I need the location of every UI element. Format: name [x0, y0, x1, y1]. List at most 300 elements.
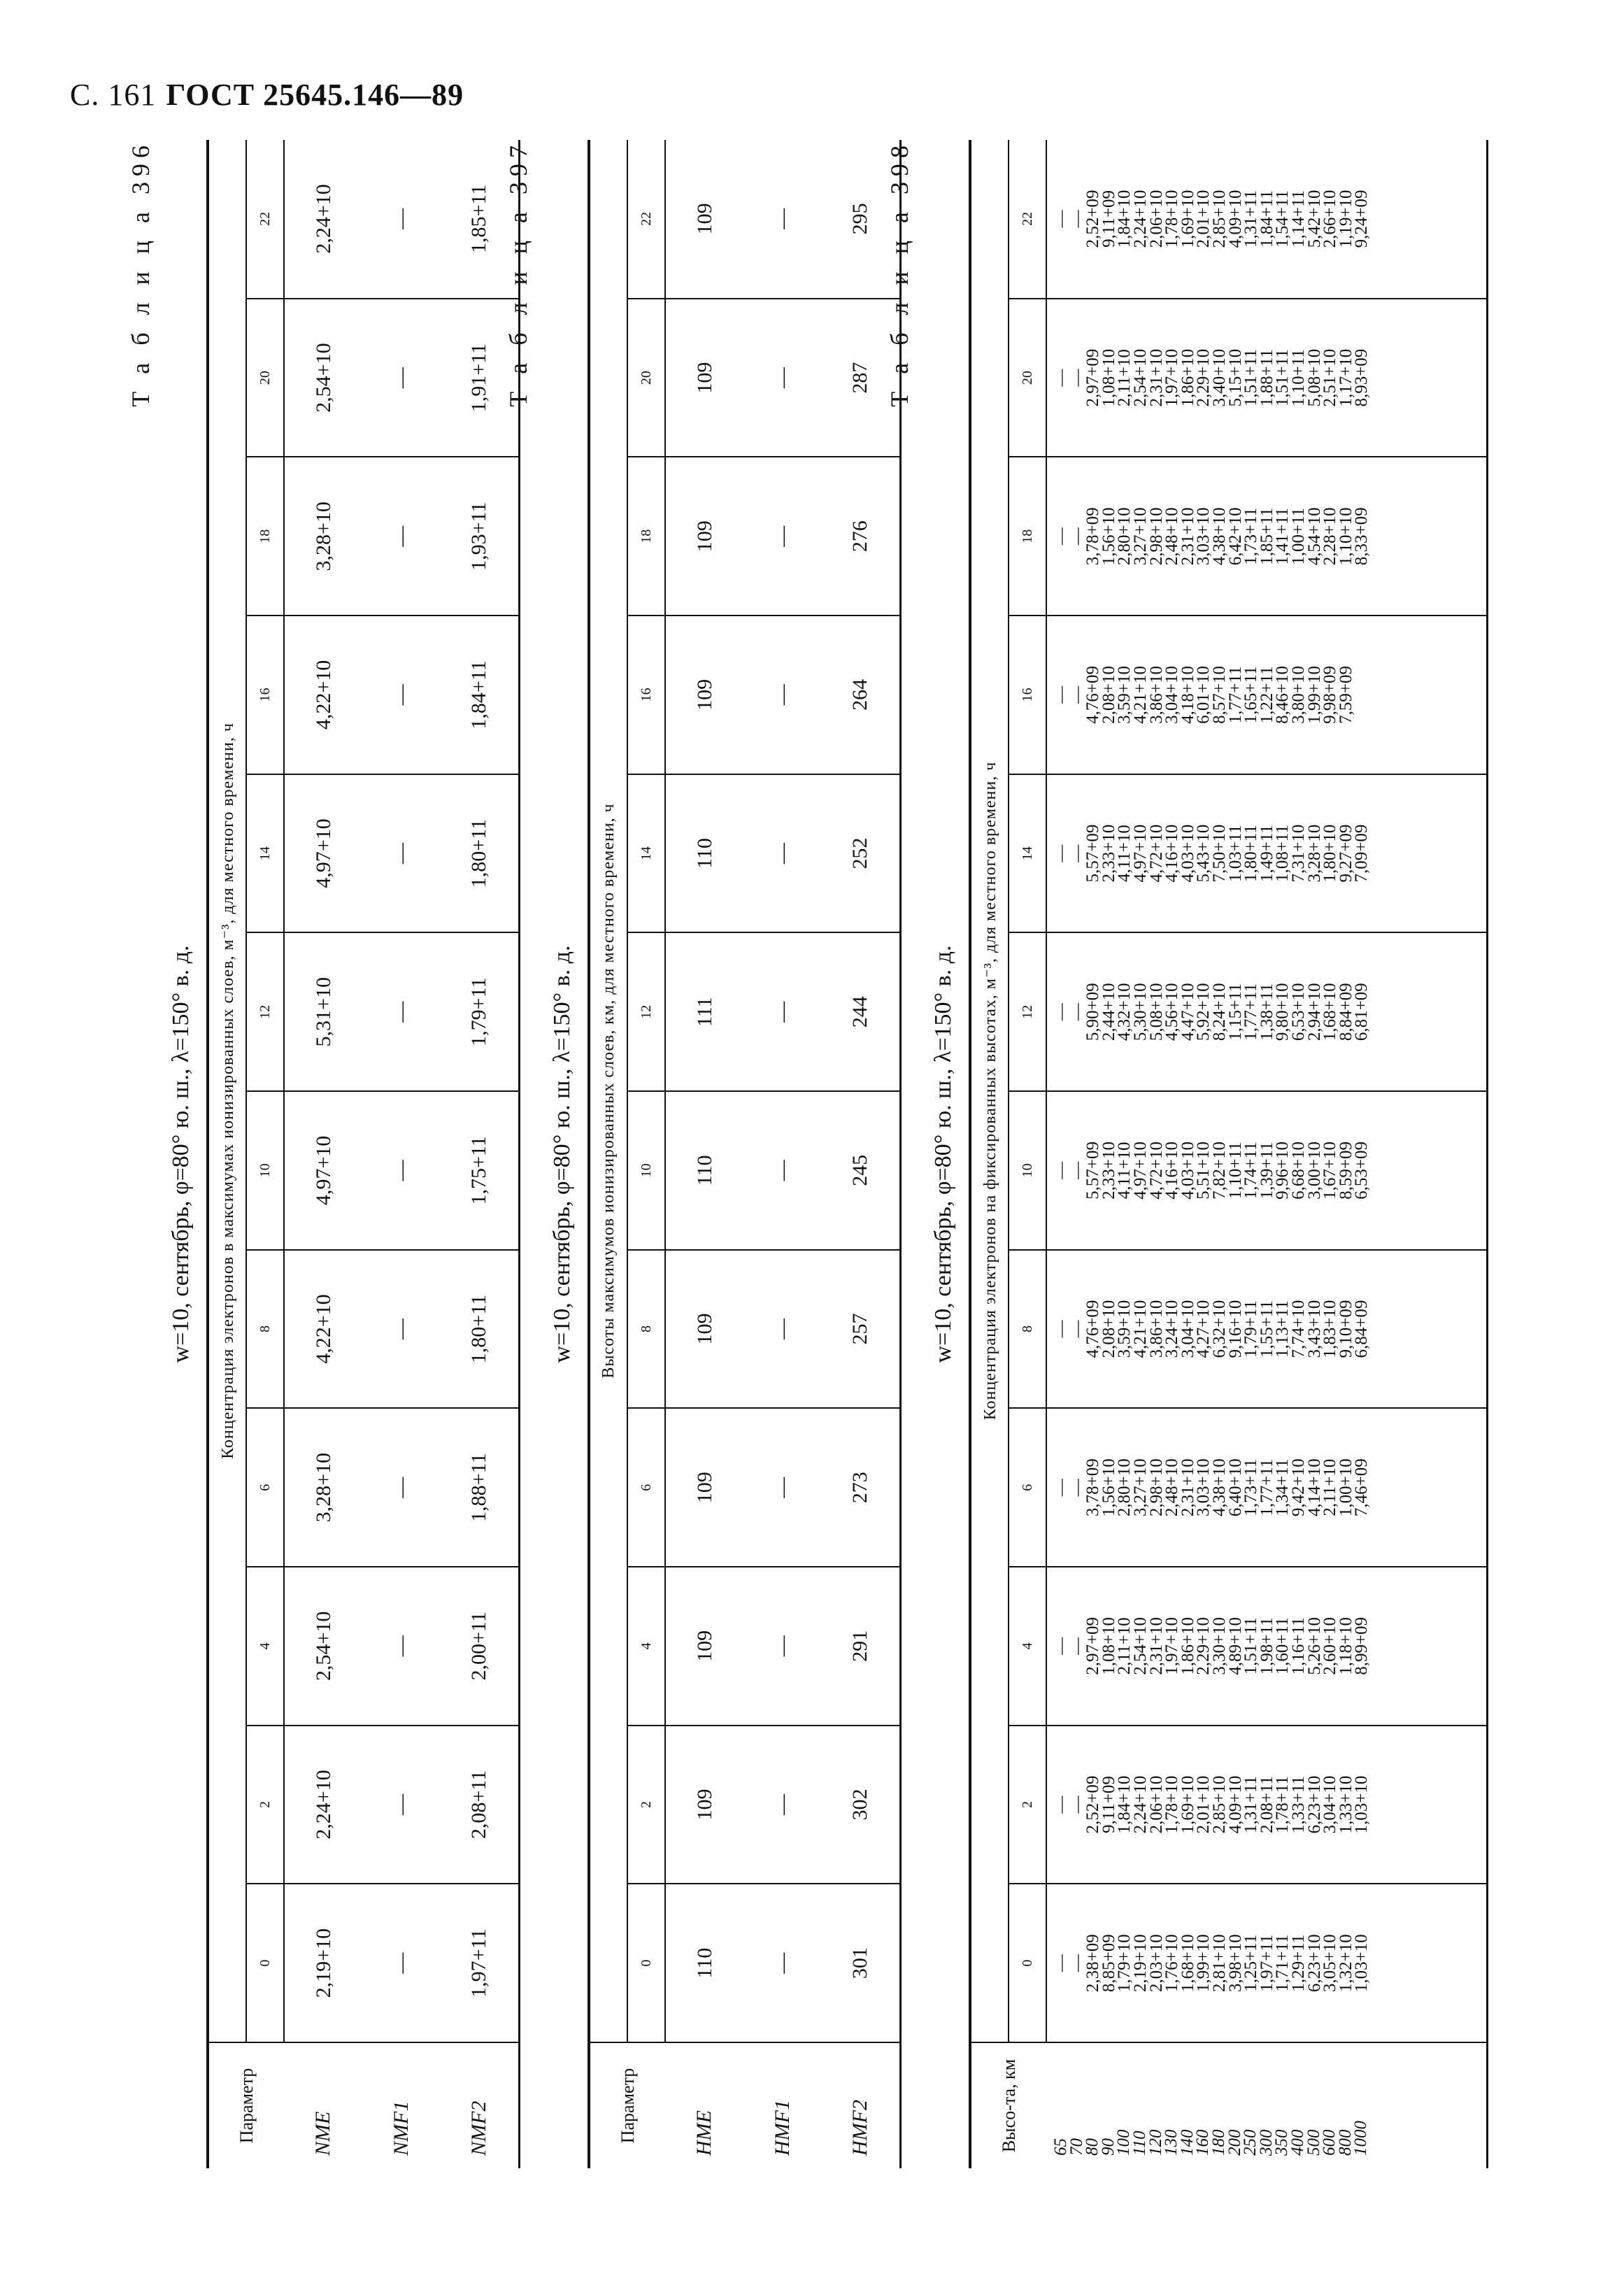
- param-value: 291: [822, 1567, 900, 1726]
- hour-header: 14: [627, 774, 665, 933]
- table-396-number: Т а б л и ц а 396: [127, 140, 155, 407]
- value-line: 7,31+10: [1288, 824, 1308, 883]
- value-line: 1,13+11: [1273, 1300, 1292, 1358]
- param-value: —: [743, 1726, 822, 1884]
- document-code: ГОСТ 25645.146—89: [166, 78, 464, 112]
- value-line: 9,80+10: [1273, 983, 1292, 1041]
- value-line: 1,03+10: [1352, 1934, 1372, 1993]
- value-line: 4,32+10: [1115, 983, 1134, 1041]
- value-line: 1,77+11: [1257, 1458, 1276, 1516]
- value-line: 3,24+10: [1162, 1300, 1182, 1358]
- value-line: 1,97+11: [1257, 1934, 1276, 1992]
- value-line: 2,38+09: [1083, 1934, 1103, 1993]
- param-value: —: [362, 1567, 441, 1726]
- value-line: 1,77+11: [1241, 983, 1261, 1041]
- value-line: 6,81+09: [1352, 983, 1372, 1041]
- value-line: 4,89+10: [1225, 1616, 1245, 1675]
- value-line: 1,00+10: [1336, 1458, 1355, 1517]
- value-line: 2,08+10: [1099, 666, 1118, 724]
- value-line: 1,33+11: [1288, 1776, 1308, 1833]
- value-line: 2,48+10: [1162, 507, 1182, 566]
- value-line: 9,24+09: [1352, 190, 1372, 248]
- hour-header: 12: [246, 932, 284, 1091]
- hour-header: 10: [246, 1091, 284, 1250]
- param-row: [665, 140, 743, 2168]
- page-header: [70, 77, 464, 113]
- value-line: 800: [1335, 2129, 1355, 2156]
- param-value: 252: [822, 774, 900, 933]
- value-line: 1,85+11: [1257, 507, 1276, 565]
- concentration-column: [1046, 1091, 1487, 1250]
- value-line: 5,08+10: [1304, 348, 1324, 407]
- value-line: 4,72+10: [1146, 1141, 1166, 1200]
- value-line: 1,68+10: [1320, 983, 1340, 1041]
- value-line: —: [1067, 527, 1087, 546]
- param-value: 264: [822, 616, 900, 774]
- value-line: 4,97+10: [1130, 1141, 1150, 1200]
- hour-header: 4: [1009, 1567, 1046, 1726]
- value-line: 1,60+11: [1273, 1617, 1292, 1675]
- value-line: 5,15+10: [1225, 348, 1245, 407]
- table-398: [969, 140, 1488, 2168]
- value-line: 3,04+10: [1320, 1775, 1340, 1834]
- param-value: —: [743, 299, 822, 457]
- param-value: 2,08+11: [441, 1726, 519, 1884]
- value-line: 1,16+11: [1288, 1617, 1308, 1675]
- value-line: 1,17+10: [1336, 348, 1355, 407]
- value-line: 9,27+09: [1336, 824, 1355, 883]
- table-398-number: Т а б л и ц а 398: [885, 140, 913, 407]
- value-line: 1,73+11: [1241, 1458, 1261, 1516]
- hours-row: [1009, 140, 1046, 2168]
- value-line: 7,50+10: [1209, 824, 1229, 883]
- value-line: —: [1067, 1003, 1087, 1021]
- value-line: 1,19+10: [1336, 190, 1355, 248]
- value-line: 1,15+11: [1225, 983, 1245, 1041]
- param-value: 2,00+11: [441, 1567, 519, 1726]
- param-value: —: [362, 1726, 441, 1884]
- param-value: —: [743, 774, 822, 933]
- value-line: 70: [1067, 2138, 1086, 2156]
- value-line: 3,27+10: [1130, 507, 1150, 566]
- value-line: 9,42+10: [1288, 1458, 1308, 1517]
- param-value: 109: [665, 1726, 743, 1884]
- value-line: 1,10+11: [1225, 1141, 1245, 1200]
- param-label: HMF2: [822, 2042, 900, 2168]
- hour-header: 14: [246, 774, 284, 933]
- value-line: 1,73+11: [1241, 507, 1261, 565]
- value-line: 2,03+10: [1146, 1934, 1166, 1993]
- value-line: 3,28+10: [1304, 824, 1324, 883]
- value-line: 1,33+10: [1336, 1775, 1355, 1834]
- value-line: 3,40+10: [1209, 348, 1229, 407]
- param-value: 244: [822, 932, 900, 1091]
- hour-header: 22: [1009, 140, 1046, 299]
- concentration-column: [1046, 1567, 1487, 1726]
- hour-header: 10: [1009, 1091, 1046, 1250]
- table-397-number: Т а б л и ц а 397: [504, 140, 532, 407]
- param-label: HME: [665, 2042, 743, 2168]
- hour-header: 8: [246, 1250, 284, 1409]
- param-value: —: [743, 1884, 822, 2042]
- value-line: 1,34+11: [1273, 1458, 1292, 1516]
- hour-header: 0: [246, 1884, 284, 2042]
- param-value: 2,54+10: [284, 299, 362, 457]
- param-value: —: [362, 774, 441, 933]
- param-value: —: [362, 1408, 441, 1567]
- param-value: 109: [665, 616, 743, 774]
- table-398-title: w=10, сентябрь, φ=80° ю. ш., λ=150° в. д.: [930, 945, 956, 1363]
- param-value: —: [362, 616, 441, 774]
- hour-header: 8: [1009, 1250, 1046, 1409]
- param-value: —: [743, 1567, 822, 1726]
- value-line: 3,04+10: [1178, 1300, 1197, 1358]
- param-value: —: [362, 457, 441, 616]
- value-line: 1,74+11: [1241, 1141, 1261, 1200]
- hour-header: 2: [246, 1726, 284, 1884]
- value-line: 2,19+10: [1130, 1934, 1150, 1993]
- altitude-list: [1046, 2042, 1487, 2168]
- value-line: 2,54+10: [1130, 1616, 1150, 1675]
- param-label: NMF1: [362, 2042, 441, 2168]
- value-line: 3,86+10: [1146, 1300, 1166, 1358]
- value-line: 1,51+11: [1273, 349, 1292, 407]
- value-line: 8,99+09: [1352, 1616, 1372, 1675]
- value-line: 1,80+10: [1320, 824, 1340, 883]
- value-line: 2,06+10: [1146, 1775, 1166, 1834]
- param-value: 1,88+11: [441, 1408, 519, 1567]
- value-line: 6,32+10: [1209, 1300, 1229, 1358]
- value-line: 6,42+10: [1225, 507, 1245, 566]
- value-line: 6,53+09: [1352, 1141, 1372, 1200]
- param-value: 3,28+10: [284, 1408, 362, 1567]
- value-line: 2,51+10: [1320, 348, 1340, 407]
- value-line: 1,38+11: [1257, 983, 1276, 1041]
- value-line: 8,24+10: [1209, 983, 1229, 1041]
- value-line: 2,11+10: [1115, 1617, 1134, 1675]
- param-value: 110: [665, 1091, 743, 1250]
- param-row: [362, 140, 441, 2168]
- value-line: 3,80+10: [1288, 666, 1308, 724]
- value-line: 1,14+11: [1288, 190, 1308, 248]
- value-line: —: [1067, 1637, 1087, 1655]
- value-line: 1,31+11: [1241, 190, 1261, 248]
- param-label: NME: [284, 2042, 362, 2168]
- value-line: —: [1067, 1954, 1087, 1972]
- value-line: 3,78+09: [1083, 507, 1103, 566]
- value-line: 120: [1146, 2129, 1165, 2156]
- param-value: 1,80+11: [441, 1250, 519, 1409]
- value-line: 1,80+11: [1241, 825, 1261, 883]
- hour-header: 0: [1009, 1884, 1046, 2042]
- param-value: 276: [822, 457, 900, 616]
- param-value: 4,22+10: [284, 616, 362, 774]
- value-line: 4,09+10: [1225, 1775, 1245, 1834]
- param-value: 1,93+11: [441, 457, 519, 616]
- value-line: 2,24+10: [1130, 190, 1150, 248]
- param-value: 257: [822, 1250, 900, 1409]
- value-line: 1000: [1351, 2121, 1371, 2156]
- table-397: [587, 140, 902, 2168]
- value-line: 3,59+10: [1115, 666, 1134, 724]
- value-line: 1,29+11: [1288, 1934, 1308, 1992]
- hour-header: 0: [627, 1884, 665, 2042]
- value-line: 2,44+10: [1099, 983, 1118, 1041]
- value-line: 6,68+10: [1288, 1141, 1308, 1200]
- hour-header: 10: [627, 1091, 665, 1250]
- value-line: 2,81+10: [1209, 1934, 1229, 1993]
- concentration-column: [1046, 1884, 1487, 2042]
- table-caption: Высоты максимумов ионизированных слоев, км, для местного времени, ч: [589, 140, 627, 2042]
- value-line: 4,03+10: [1178, 1141, 1197, 1200]
- value-line: 1,41+11: [1273, 507, 1292, 565]
- param-value: —: [743, 1408, 822, 1567]
- param-value: 2,54+10: [284, 1567, 362, 1726]
- param-row: [284, 140, 362, 2168]
- value-line: 1,49+11: [1257, 825, 1276, 883]
- value-line: 6,84+09: [1352, 1300, 1372, 1358]
- value-line: 7,74+10: [1288, 1300, 1308, 1358]
- value-line: 1,54+11: [1273, 190, 1292, 248]
- value-line: 5,90+09: [1083, 983, 1103, 1041]
- table-396-body: [284, 140, 519, 2168]
- param-value: —: [362, 1250, 441, 1409]
- hour-header: 20: [246, 299, 284, 457]
- hour-header: 8: [627, 1250, 665, 1409]
- value-line: 2,80+10: [1115, 507, 1134, 566]
- value-line: 1,03+10: [1352, 1775, 1372, 1834]
- value-line: 2,54+10: [1130, 348, 1150, 407]
- param-value: 287: [822, 299, 900, 457]
- value-line: 2,52+09: [1083, 190, 1103, 248]
- value-line: 160: [1193, 2129, 1213, 2156]
- value-line: 250: [1241, 2129, 1260, 2156]
- value-line: 4,16+10: [1162, 1141, 1182, 1200]
- value-line: —: [1067, 685, 1087, 704]
- value-line: —: [1052, 1003, 1071, 1021]
- value-line: 2,33+10: [1099, 824, 1118, 883]
- param-value: 295: [848, 203, 872, 235]
- param-value: 1,84+11: [441, 616, 519, 774]
- value-line: 1,08+10: [1099, 1616, 1118, 1675]
- value-line: 1,86+10: [1178, 1616, 1197, 1675]
- value-line: 5,57+09: [1083, 1141, 1103, 1200]
- value-line: 9,11+09: [1099, 1776, 1118, 1833]
- value-line: 1,99+10: [1304, 666, 1324, 724]
- value-line: 4,27+10: [1194, 1300, 1213, 1358]
- table-396-block: [126, 140, 518, 2168]
- value-line: 1,84+10: [1115, 1775, 1134, 1834]
- hour-header: 16: [246, 616, 284, 774]
- value-line: 5,43+10: [1194, 824, 1213, 883]
- value-line: 4,16+10: [1162, 824, 1182, 883]
- param-label: HMF1: [743, 2042, 822, 2168]
- value-line: 2,06+10: [1146, 190, 1166, 248]
- param-value: 109: [665, 299, 743, 457]
- value-line: 5,42+10: [1304, 190, 1324, 248]
- value-line: 2,08+10: [1099, 1300, 1118, 1358]
- value-line: 1,78+10: [1162, 1775, 1182, 1834]
- concentration-column: [1046, 1408, 1487, 1567]
- param-value: —: [362, 932, 441, 1091]
- value-line: —: [1067, 1479, 1087, 1497]
- value-line: 5,92+10: [1194, 983, 1213, 1041]
- concentration-column: [1046, 140, 1487, 299]
- param-value: 2,24+10: [311, 184, 335, 254]
- value-line: 8,33+09: [1352, 507, 1372, 566]
- hour-header: 6: [627, 1408, 665, 1567]
- hour-header: 20: [1009, 299, 1046, 457]
- value-line: 2,85+10: [1209, 1775, 1229, 1834]
- value-line: 2,98+10: [1146, 1458, 1166, 1517]
- value-line: 180: [1209, 2129, 1228, 2156]
- value-line: 1,51+11: [1241, 1617, 1261, 1675]
- value-line: 1,84+11: [1257, 190, 1276, 248]
- value-line: 2,24+10: [1130, 1775, 1150, 1834]
- value-line: —: [1052, 369, 1071, 387]
- hour-header: 6: [246, 1408, 284, 1567]
- altitude-header: Высо-та, км: [970, 2042, 1046, 2168]
- value-line: 4,38+10: [1209, 1458, 1229, 1517]
- hour-header: 12: [627, 932, 665, 1091]
- value-line: 2,29+10: [1194, 348, 1213, 407]
- value-line: 2,29+10: [1194, 1616, 1213, 1675]
- param-header: Параметр: [589, 2042, 665, 2168]
- value-line: 1,10+11: [1288, 349, 1308, 407]
- hour-header: 16: [627, 616, 665, 774]
- value-line: 1,03+11: [1225, 825, 1245, 883]
- value-line: 5,26+10: [1304, 1616, 1324, 1675]
- param-value: 109: [665, 1250, 743, 1409]
- value-line: 8,84+09: [1336, 983, 1355, 1041]
- value-line: 7,09+09: [1352, 824, 1372, 883]
- value-line: 4,03+10: [1178, 824, 1197, 883]
- value-line: 2,08+11: [1257, 1776, 1276, 1833]
- param-header: Параметр: [208, 2042, 284, 2168]
- hour-header: 14: [1009, 774, 1046, 933]
- table-caption: Концентрация электронов на фиксированных высотах, м⁻³, для местного времени, ч: [970, 140, 1009, 2042]
- table-398-block: [885, 140, 1570, 2168]
- value-line: 2,11+10: [1320, 1458, 1340, 1516]
- value-line: 9,16+10: [1225, 1300, 1245, 1358]
- param-value: 1,79+11: [441, 932, 519, 1091]
- value-line: 1,00+11: [1288, 507, 1308, 565]
- hours-row: [246, 140, 284, 2168]
- value-line: 1,67+10: [1320, 1141, 1340, 1200]
- param-value: —: [362, 1884, 441, 2042]
- value-line: 300: [1256, 2129, 1276, 2156]
- param-value: 1,97+11: [441, 1884, 519, 2042]
- param-value: —: [362, 1091, 441, 1250]
- table-398-data-row: [1046, 140, 1487, 2168]
- value-line: —: [1067, 844, 1087, 862]
- param-value: 301: [822, 1884, 900, 2042]
- value-line: —: [1052, 1161, 1071, 1179]
- value-line: 500: [1304, 2129, 1323, 2156]
- page-number: С. 161: [70, 78, 157, 112]
- value-line: —: [1052, 685, 1071, 704]
- value-line: 1,86+10: [1178, 348, 1197, 407]
- value-line: 1,32+10: [1336, 1934, 1355, 1993]
- value-line: 3,03+10: [1194, 507, 1213, 566]
- value-line: 8,59+09: [1336, 1141, 1355, 1200]
- table-caption: Концентрация электронов в максимумах ионизированных слоев, м⁻³, для местного времени, ч: [208, 140, 246, 2042]
- hour-header: 4: [246, 1567, 284, 1726]
- value-line: 1,18+10: [1336, 1616, 1355, 1675]
- hour-header: 22: [246, 140, 284, 299]
- value-line: 5,30+10: [1130, 983, 1150, 1041]
- value-line: 1,88+11: [1257, 349, 1276, 407]
- value-line: —: [1052, 1479, 1071, 1497]
- param-value: 109: [665, 457, 743, 616]
- table-397-body: [665, 140, 900, 2168]
- param-label: NMF2: [441, 2042, 519, 2168]
- hour-header: 16: [1009, 616, 1046, 774]
- value-line: 1,78+11: [1273, 1776, 1292, 1833]
- value-line: 4,54+10: [1304, 507, 1324, 566]
- param-value: 1,80+11: [441, 774, 519, 933]
- value-line: 1,71+11: [1273, 1934, 1292, 1992]
- value-line: 6,40+10: [1225, 1458, 1245, 1517]
- param-value: —: [390, 208, 413, 229]
- value-line: —: [1052, 1637, 1071, 1655]
- value-line: 8,46+10: [1273, 666, 1292, 724]
- param-value: 109: [665, 1408, 743, 1567]
- value-line: 2,97+09: [1083, 348, 1103, 407]
- value-line: 2,11+10: [1115, 349, 1134, 407]
- param-value: 110: [665, 774, 743, 933]
- value-line: 100: [1114, 2129, 1134, 2156]
- value-line: 1,08+10: [1099, 348, 1118, 407]
- concentration-column: [1046, 616, 1487, 774]
- value-line: 2,31+10: [1146, 348, 1166, 407]
- value-line: 2,01+10: [1194, 1775, 1213, 1834]
- param-value: 245: [822, 1091, 900, 1250]
- param-value: 109: [692, 203, 716, 235]
- value-line: 65: [1051, 2138, 1070, 2156]
- value-line: 4,72+10: [1146, 824, 1166, 883]
- param-value: 2,24+10: [284, 1726, 362, 1884]
- value-line: 3,05+10: [1320, 1934, 1340, 1993]
- param-value: 110: [665, 1884, 743, 2042]
- value-line: 8,57+10: [1209, 666, 1229, 724]
- param-value: 109: [665, 1567, 743, 1726]
- value-line: 2,97+09: [1083, 1616, 1103, 1675]
- param-row: [743, 140, 822, 2168]
- value-line: 2,66+10: [1320, 190, 1340, 248]
- hour-header: 12: [1009, 932, 1046, 1091]
- value-line: 1,77+11: [1225, 666, 1245, 724]
- value-line: —: [1052, 210, 1071, 228]
- table-397-block: [504, 140, 895, 2168]
- value-line: 1,22+11: [1257, 666, 1276, 724]
- value-line: 7,82+10: [1209, 1141, 1229, 1200]
- param-value: 4,97+10: [284, 1091, 362, 1250]
- value-line: 4,09+10: [1225, 190, 1245, 248]
- hour-header: 2: [627, 1726, 665, 1884]
- value-line: 350: [1272, 2129, 1292, 2156]
- param-value: 4,97+10: [284, 774, 362, 933]
- hour-header: 4: [627, 1567, 665, 1726]
- value-line: 1,83+10: [1320, 1300, 1340, 1358]
- value-line: 3,78+09: [1083, 1458, 1103, 1517]
- value-line: 1,69+10: [1178, 1775, 1197, 1834]
- value-line: 1,55+11: [1257, 1300, 1276, 1358]
- param-value: 302: [822, 1726, 900, 1884]
- value-line: 4,97+10: [1130, 824, 1150, 883]
- value-line: 1,25+11: [1241, 1934, 1261, 1992]
- value-line: —: [1052, 1320, 1071, 1338]
